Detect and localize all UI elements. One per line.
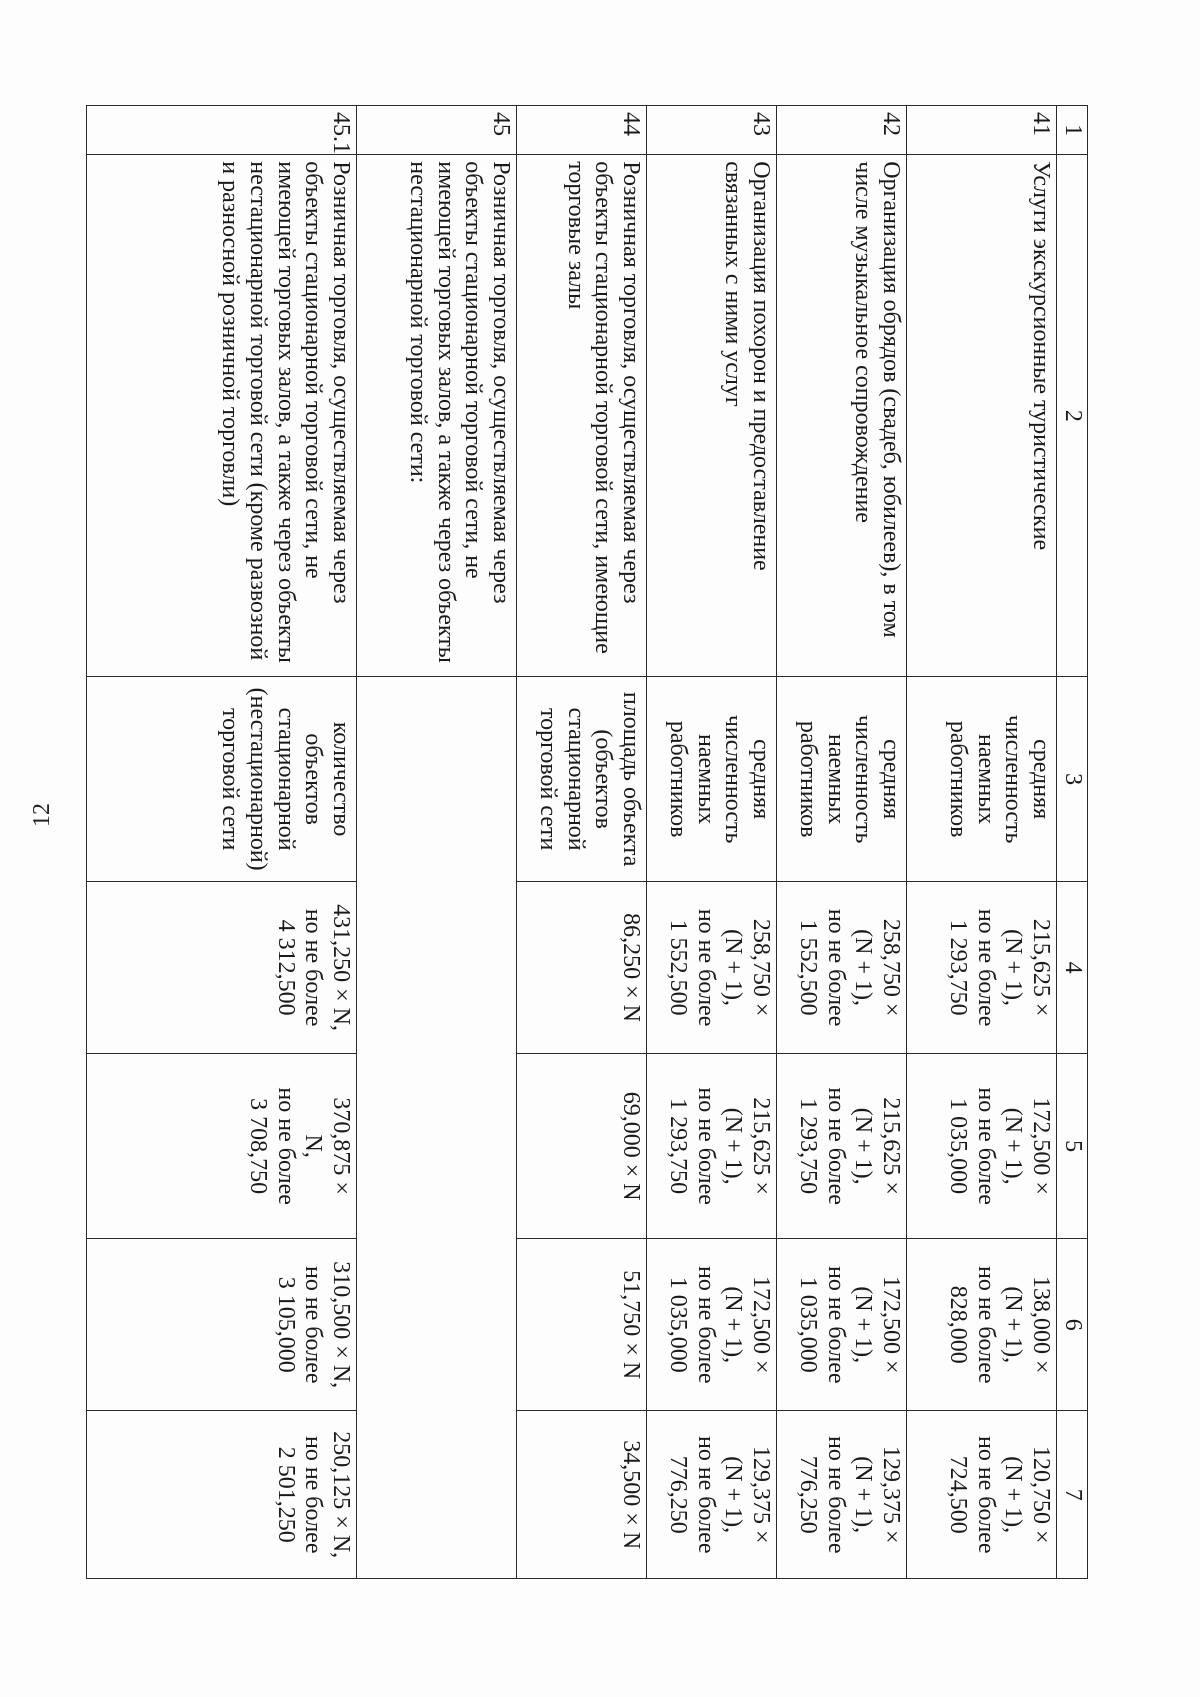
value-cell: 431,250 × N, но не более 4 312,500 <box>87 881 357 1053</box>
indicator-cell: площадь объекта (объектов стационарной торговой сети <box>517 677 647 881</box>
row-number: 45 <box>357 106 517 155</box>
page-number: 12 <box>29 803 55 827</box>
value-cell <box>357 1054 517 1239</box>
activity-cell: Организация обрядов (свадеб, юбилеев), в том числе музыкальное сопровождение <box>777 155 907 677</box>
rotated-table-container <box>88 105 1088 1579</box>
activity-cell: Розничная торговля, осуществляемая через объекты стационарной торговой сети, имеющие торговые залы <box>517 155 647 677</box>
indicator-cell: средняя численность наемных работников <box>907 677 1057 881</box>
value-cell <box>357 881 517 1053</box>
indicator-cell: средняя численность наемных работников <box>777 677 907 881</box>
indicator-cell: количество объектов стационарной (нестационарной) торговой сети <box>87 677 357 881</box>
table-row <box>87 106 357 1579</box>
row-number: 42 <box>777 106 907 155</box>
header-cell: 2 <box>1057 155 1088 677</box>
value-cell: 172,500 × (N + 1), но не более 1 035,000 <box>777 1239 907 1411</box>
value-cell: 69,000 × N <box>517 1054 647 1239</box>
activity-cell: Розничная торговля, осуществляемая через объекты стационарной торговой сети, не имеющей торговых залов, а также через объекты нестационарной торговой сети: <box>357 155 517 677</box>
indicator-cell <box>357 677 517 881</box>
indicator-cell: средняя численность наемных работников <box>647 677 777 881</box>
value-cell: 120,750 × (N + 1), но не более 724,500 <box>907 1411 1057 1579</box>
value-cell: 215,625 × (N + 1), но не более 1 293,750 <box>777 1054 907 1239</box>
value-cell <box>357 1411 517 1579</box>
value-cell: 250,125 × N, но не более 2 501,250 <box>87 1411 357 1579</box>
table-row <box>907 106 1057 1579</box>
row-number: 45.1 <box>87 106 357 155</box>
row-number: 44 <box>517 106 647 155</box>
table-row <box>517 106 647 1579</box>
value-cell: 129,375 × (N + 1), но не более 776,250 <box>777 1411 907 1579</box>
header-cell: 6 <box>1057 1239 1088 1411</box>
activity-cell: Услуги экскурсионные туристические <box>907 155 1057 677</box>
row-number: 43 <box>647 106 777 155</box>
header-cell: 5 <box>1057 1054 1088 1239</box>
value-cell: 34,500 × N <box>517 1411 647 1579</box>
header-cell: 4 <box>1057 881 1088 1053</box>
value-cell: 138,000 × (N + 1), но не более 828,000 <box>907 1239 1057 1411</box>
tariff-table <box>86 105 1088 1579</box>
header-cell: 1 <box>1057 106 1088 155</box>
table-row <box>777 106 907 1579</box>
activity-cell: Розничная торговля, осуществляемая через объекты стационарной торговой сети, не имеющей торговых залов, а также через объекты нестационарной торговой сети (кроме развозной и разносной розничной торговли) <box>87 155 357 677</box>
value-cell: 370,875 × N, но не более 3 708,750 <box>87 1054 357 1239</box>
value-cell: 215,625 × (N + 1), но не более 1 293,750 <box>907 881 1057 1053</box>
value-cell: 310,500 × N, но не более 3 105,000 <box>87 1239 357 1411</box>
value-cell: 172,500 × (N + 1), но не более 1 035,000 <box>647 1239 777 1411</box>
table-row <box>357 106 517 1579</box>
row-number: 41 <box>907 106 1057 155</box>
value-cell: 51,750 × N <box>517 1239 647 1411</box>
value-cell <box>357 1239 517 1411</box>
value-cell: 129,375 × (N + 1), но не более 776,250 <box>647 1411 777 1579</box>
value-cell: 215,625 × (N + 1), но не более 1 293,750 <box>647 1054 777 1239</box>
header-row <box>1057 106 1088 1579</box>
value-cell: 258,750 × (N + 1), но не более 1 552,500 <box>647 881 777 1053</box>
header-cell: 3 <box>1057 677 1088 881</box>
value-cell: 172,500 × (N + 1), но не более 1 035,000 <box>907 1054 1057 1239</box>
header-cell: 7 <box>1057 1411 1088 1579</box>
activity-cell: Организация похорон и предоставление связанных с ними услуг <box>647 155 777 677</box>
value-cell: 258,750 × (N + 1), но не более 1 552,500 <box>777 881 907 1053</box>
table-row <box>647 106 777 1579</box>
value-cell: 86,250 × N <box>517 881 647 1053</box>
